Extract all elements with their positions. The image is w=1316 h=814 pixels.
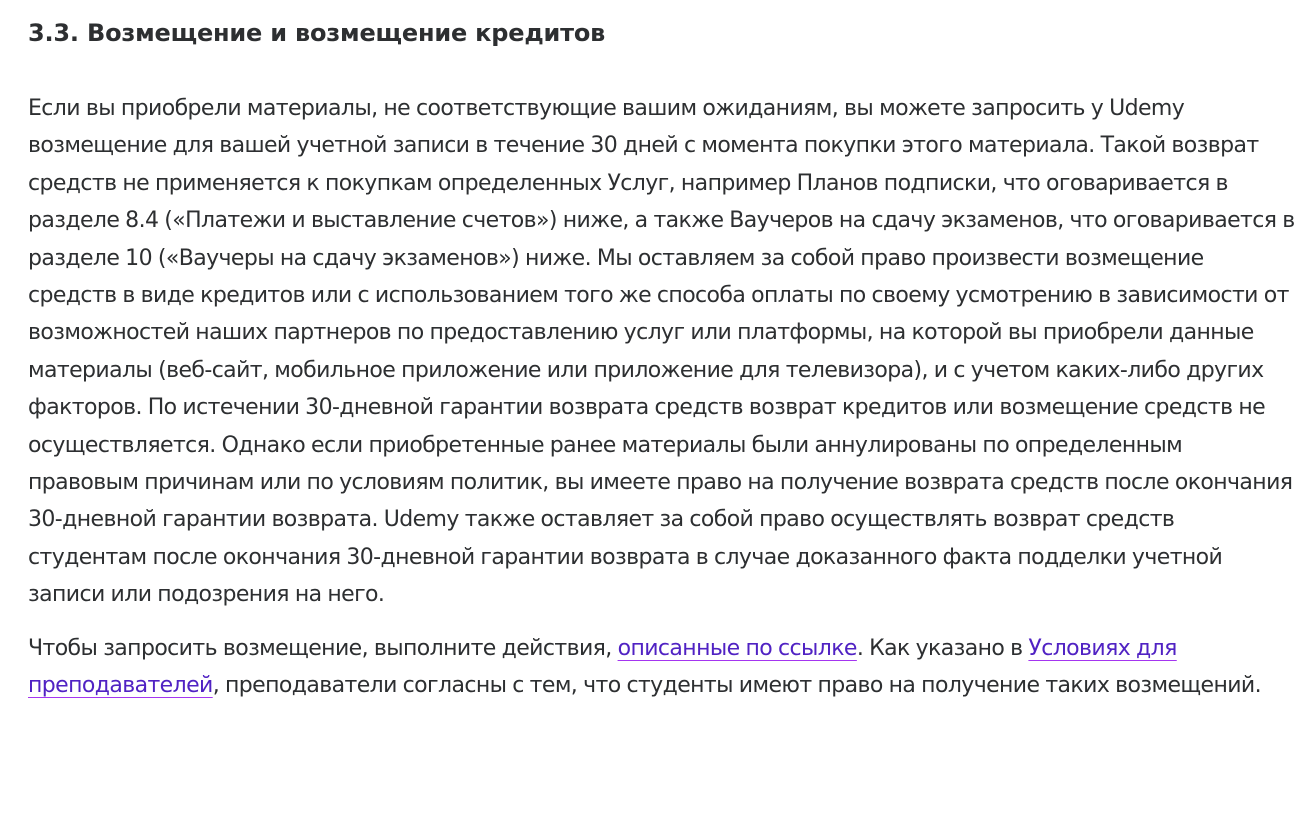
- section-title: 3.3. Возмещение и возмещение кредитов: [28, 19, 606, 47]
- refund-request-text-end: , преподаватели согласны с тем, что студенты имеют право на получение таких возмещений.: [212, 673, 1262, 699]
- instructor-terms-link[interactable]: Условиях для преподавателей: [28, 635, 1177, 699]
- refund-policy-paragraph: Если вы приобрели материалы, не соответствующие вашим ожиданиям, вы можете запросить у Udemy возмещение для вашей учетной записи в течение 30 дней с момента покупки этого материала. Такой возврат средств не применяется к покупкам определенных Услуг, например Планов подписки, что оговаривается в разделе 8.4 («Платежи и выставление счетов») ниже, а также Ваучеров на сдачу экзаменов, что оговаривается в разделе 10 («Ваучеры на сдачу экзаменов») ниже. Мы оставляем за собой право произвести возмещение средств в виде кредитов или с использованием того же способа оплаты по своему усмотрению в зависимости от возможностей наших партнеров по предоставлению услуг или платформы, на которой вы приобрели данные материалы (веб-сайт, мобильное приложение или приложение для телевизора), и с учетом каких-либо других факторов. По истечении 30-дневной гарантии возврата средств возврат кредитов или возмещение средств не осуществляется. Однако если приобретенные ранее материалы были аннулированы по определенным правовым причинам или по условиям политик, вы имеете право на получение возврата средств после окончания 30-дневной гарантии возврата. Udemy также оставляет за собой право осуществлять возврат средств студентам после окончания 30-дневной гарантии возврата в случае доказанного факта подделки учетной записи или подозрения на него.: [28, 96, 1295, 608]
- refund-instructions-link[interactable]: описанные по ссылке: [617, 635, 857, 661]
- refund-request-text-start: Чтобы запросить возмещение, выполните действия,: [28, 635, 618, 661]
- refund-request-paragraph: [28, 630, 1296, 705]
- refund-request-text-middle: . Как указано в: [856, 635, 1029, 661]
